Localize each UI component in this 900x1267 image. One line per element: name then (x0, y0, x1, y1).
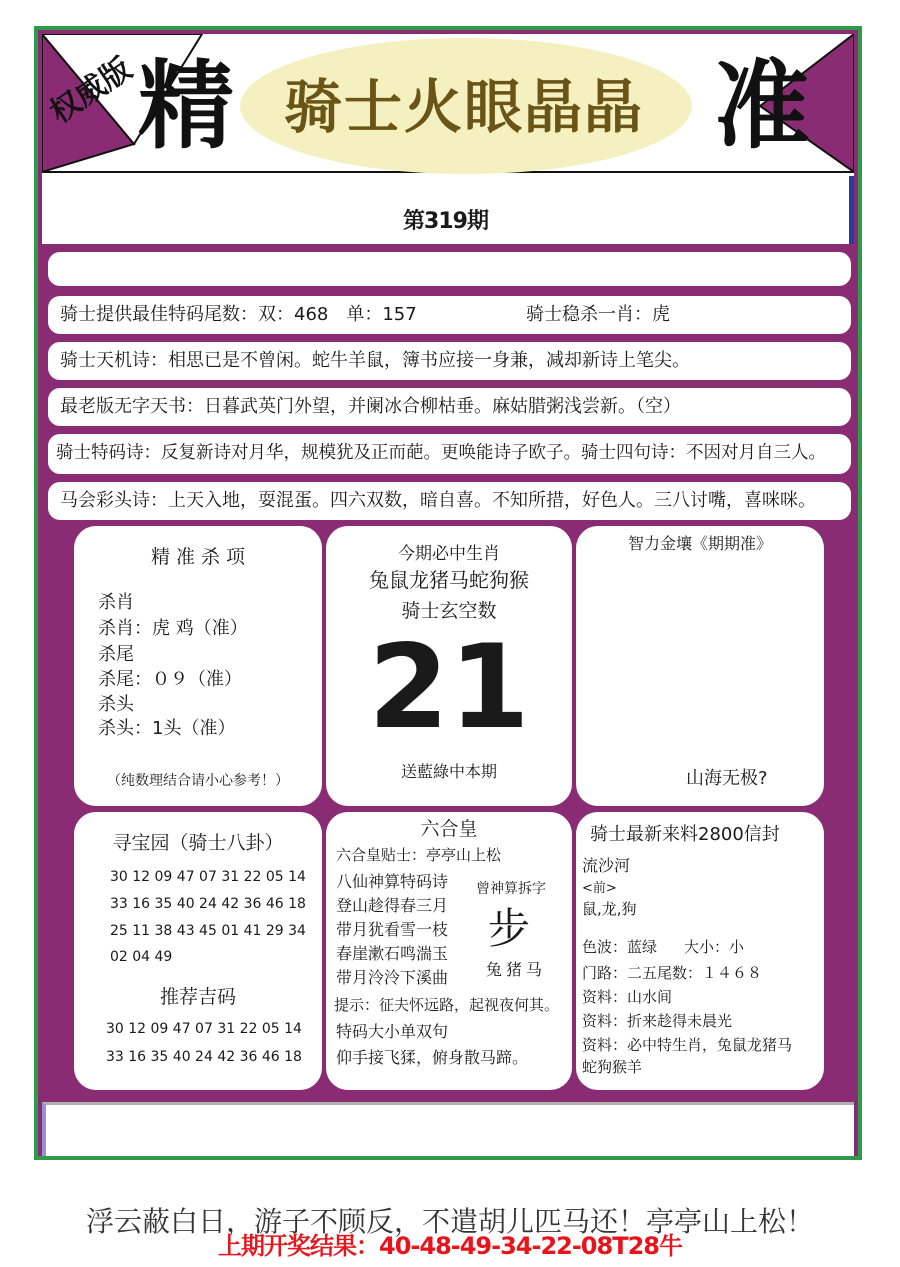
split-char-title: 曾神算拆字 (476, 881, 546, 897)
latest-material: 资料：必中特生肖，兔鼠龙猪马 (582, 1036, 793, 1054)
latest-line: 鼠,龙,狗 (582, 900, 637, 918)
must-win-title: 今期必中生肖 (398, 544, 500, 564)
lhh-title: 六合皇 (420, 818, 478, 840)
tail-number-row (48, 296, 851, 334)
bottom-poem: 浮云蔽白日，游子不顾反，不遣胡儿匹马还！亭亭山上松！ (85, 1205, 814, 1238)
card-treasure (74, 812, 322, 1090)
kill-line: 杀头：1头（准） (98, 718, 236, 739)
lhh-poem-line: 带月泠泠下溪曲 (336, 968, 449, 987)
mystic-number-title: 骑士玄空数 (401, 600, 497, 622)
size-poem: 仰手接飞猱，俯身散马蹄。 (336, 1048, 529, 1067)
special-poem-row (48, 434, 851, 474)
heaven-poem-text: 骑士天机诗：相思已是不曾闲。蛇牛羊鼠，簿书应接一身兼，减却新诗上笔尖。 (60, 350, 690, 371)
lhh-poem-line: 登山趁得春三月 (336, 896, 449, 915)
latest-gate: 门路：二五尾数：１４６８ (582, 964, 763, 982)
wordless-book-row (48, 388, 851, 426)
mystic-number: 21 (368, 620, 530, 755)
wisdom-footer: 山海无极? (686, 768, 768, 789)
kill-line: 杀肖：虎 鸡（准） (98, 618, 248, 639)
tail-number-text: 骑士提供最佳特码尾数：双：468 单：157 (60, 304, 417, 325)
latest-material: 蛇狗猴羊 (582, 1058, 643, 1076)
wisdom-title: 智力金壤《期期准》 (627, 534, 772, 553)
issue-bar (42, 176, 854, 244)
lhh-hint: 提示：征夫怀远路，起视夜何其。 (334, 996, 560, 1014)
footer-empty-box (42, 1102, 854, 1156)
lucky-poem-row (48, 482, 851, 520)
latest-title: 骑士最新来料2800信封 (590, 824, 780, 845)
kill-line: 杀肖 (98, 592, 134, 613)
lhh-poem-line: 带月犹看雪一枝 (336, 920, 449, 939)
card-precise-kill (74, 526, 322, 806)
card-wisdom (576, 526, 824, 806)
latest-line: 流沙河 (582, 856, 631, 875)
empty-row (48, 252, 851, 286)
authority-tag: 权威版 (43, 51, 139, 131)
latest-line: <前> (582, 881, 617, 896)
recommend-line: 30 12 09 47 07 31 22 05 14 (106, 1021, 302, 1037)
must-win-footer: 送藍綠中本期 (400, 762, 497, 781)
size-poem-title: 特码大小单双句 (336, 1022, 449, 1041)
card-latest-material (576, 812, 824, 1090)
lhh-sticker: 六合皇贴士：亭亭山上松 (336, 846, 502, 864)
lucky-poem-text: 马会彩头诗：上天入地，耍混蛋。四六双数，暗自喜。不知所措，好色人。三八讨嘴，喜咪咪。 (60, 490, 816, 511)
treasure-line: 33 16 35 40 24 42 36 46 18 (110, 896, 306, 912)
card-must-win (326, 526, 572, 806)
special-poem-text: 骑士特码诗：反复新诗对月华，规模犹及正而葩。更唤能诗子欧子。骑士四句诗：不因对月自三人。 (56, 443, 826, 464)
header-banner (42, 34, 854, 176)
recommend-line: 33 16 35 40 24 42 36 46 18 (106, 1049, 302, 1065)
latest-size: 大小：小 (684, 938, 745, 956)
kill-one-zodiac: 骑士稳杀一肖：虎 (526, 304, 670, 325)
kill-line: 杀头 (98, 694, 134, 715)
treasure-line: 30 12 09 47 07 31 22 05 14 (110, 869, 306, 885)
issue-number: 第319期 (403, 209, 488, 234)
treasure-line: 02 04 49 (110, 949, 173, 965)
must-win-zodiacs: 兔鼠龙猪马蛇狗猴 (369, 568, 529, 592)
split-zodiac: 兔猪马 (486, 960, 547, 979)
treasure-title: 寻宝园（骑士八卦） (112, 832, 284, 854)
lhh-poem-line: 春崖漱石鸣湍玉 (336, 944, 449, 963)
latest-material: 资料：山水间 (582, 988, 673, 1006)
treasure-line: 25 11 38 43 45 01 41 29 34 (110, 923, 306, 939)
poster-frame (34, 26, 862, 1160)
split-char: 步 (488, 904, 531, 953)
kill-line: 杀尾 (98, 644, 134, 665)
last-draw-result: 上期开奖结果：40-48-49-34-22-08T28牛 (218, 1232, 682, 1260)
brand-title: 骑士火眼晶晶 (283, 73, 644, 141)
latest-material: 资料：折来趁得未晨光 (582, 1012, 733, 1030)
kill-line: 杀尾：０９（准） (98, 669, 242, 690)
header-left-char: 精 (138, 49, 234, 162)
kill-title: 精 准 杀 项 (150, 546, 246, 568)
latest-wave: 色波：蓝绿 (582, 938, 658, 956)
header-right-char: 准 (714, 49, 810, 162)
wordless-book-text: 最老版无字天书：日暮武英门外望，并阑冰合柳枯垂。麻姑腊粥浅尝新。（空） (60, 396, 681, 417)
lhh-poem-title: 八仙神算特码诗 (336, 872, 449, 891)
heaven-poem-row (48, 342, 851, 380)
card-liuhehuang (326, 812, 572, 1090)
recommend-title: 推荐吉码 (159, 986, 236, 1008)
kill-note: （纯数理结合请小心参考！） (107, 773, 289, 789)
